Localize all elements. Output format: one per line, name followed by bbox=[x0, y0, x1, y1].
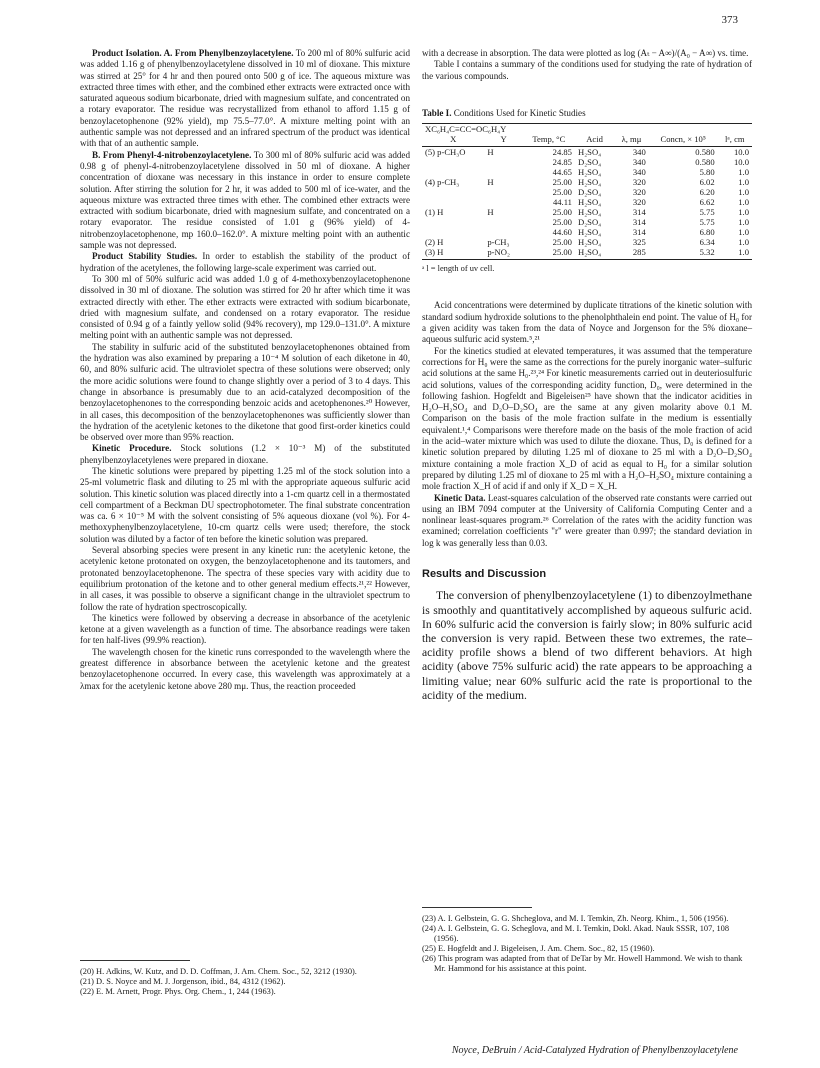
table-cell: 6.80 bbox=[699, 227, 715, 238]
reference: (25) E. Hogfeldt and J. Bigeleisen, J. Am. Chem. Soc., 82, 15 (1960). bbox=[422, 944, 655, 953]
table-cell bbox=[484, 227, 522, 237]
table-cell: 314 bbox=[632, 227, 646, 238]
run-in-heading: B. From Phenyl-4-nitrobenzoylacetylene. bbox=[92, 149, 252, 160]
table-row bbox=[422, 197, 752, 207]
table-cell: H bbox=[487, 207, 494, 218]
table-cell: 24.85 bbox=[552, 157, 572, 168]
paragraph-text: To 200 ml of 80% sulfuric acid was added 1.16 g of phenylbenzoylacetylene dissolved in 10 ml of dioxane. This mixture was stirred at 25° for 4 hr and then poured onto 500 g of ice. The aqueous mixture was extracted three times with ether, and the combined ether extracts were extracted once with saturated aqueous sodium bicarbonate, dried with magnesium sulfate, and concentrated on a rotary evaporator. The residue was recrystallized from ethanol to afford 1.15 g of benzoylacetophenone (92% yield), mp 75.5–77.0°. A mixture melting point with an authentic sample was not depressed and an infrared spectrum of the product was identical with that of an authentic sample. bbox=[80, 48, 410, 149]
table-cell: 320 bbox=[632, 177, 646, 188]
table-cell bbox=[484, 167, 522, 177]
table-cell: (2) H bbox=[425, 237, 444, 248]
paragraph bbox=[80, 251, 410, 274]
table-row bbox=[422, 207, 752, 217]
table-title: Conditions Used for Kinetic Studies bbox=[453, 107, 586, 118]
table-row bbox=[422, 177, 752, 187]
table-formula: XC₆H₄C≡CC=OC₆H₄Y bbox=[422, 124, 752, 135]
table-cell: 5.80 bbox=[699, 167, 715, 178]
table-cell: H bbox=[487, 147, 494, 158]
table-cell: p-CH₃ bbox=[487, 237, 510, 248]
table-cell: 5.32 bbox=[649, 247, 718, 260]
table-cell: 340 bbox=[632, 147, 646, 158]
table-caption bbox=[422, 108, 752, 119]
table-cell: 1.0 bbox=[738, 227, 749, 238]
table-cell: 1.0 bbox=[738, 187, 749, 198]
table-cell: 25.00 bbox=[552, 237, 572, 248]
paragraph: Several absorbing species were present in any kinetic run: the acetylenic ketone, the acetylenic ketone protonated on oxygen, the benzoylacetophenone and its tautomers, and protonated benzoylacetophenone. The spectra of these species vary with acidity due to equilibrium protonation of the ketone and to other general medium effects.²¹,²² However, in all cases, it was possible to observe a significant change in the ultraviolet spectrum to follow the rate of hydration spectroscopically. bbox=[80, 545, 410, 612]
table-cell: 44.65 bbox=[552, 167, 572, 178]
paragraph-text: Least-squares calculation of the observed rate constants were carried out using an IBM 7094 computer at the University of California Computing Center and a nonlinear least-squares program.²⁶ Correlation of the rates with the acidity function was examined; correlation coefficients "r" were greater than 0.997; the standard deviation in log k was generally less than 0.03. bbox=[422, 492, 752, 548]
footnotes-right bbox=[422, 907, 752, 974]
table-cell: H₂SO₄ bbox=[577, 147, 602, 158]
table-cell: (3) H bbox=[422, 247, 484, 260]
table-cell bbox=[422, 197, 484, 207]
table-cell: H₂SO₄ bbox=[575, 247, 614, 260]
table-cell: 325 bbox=[632, 237, 646, 248]
table-cell: D₂SO₄ bbox=[577, 187, 602, 198]
table-cell: 314 bbox=[632, 217, 646, 228]
table-cell: 340 bbox=[632, 157, 646, 168]
table-cell: 44.60 bbox=[552, 227, 572, 238]
reference: (26) This program was adapted from that of DeTar by Mr. Howell Hammond. We wish to thank Mr. Hammond for his assistance at this point. bbox=[422, 954, 743, 973]
table-cell: 24.85 bbox=[552, 147, 572, 158]
table-cell: (4) p-CH₃ bbox=[425, 177, 460, 188]
footnote-rule bbox=[422, 907, 532, 908]
run-in-heading: Kinetic Data. bbox=[434, 492, 486, 503]
paragraph bbox=[80, 443, 410, 466]
table-header: X bbox=[422, 134, 484, 147]
table-footnote: ᵃ l = length of uv cell. bbox=[422, 264, 495, 274]
paragraph-text: Stock solutions (1.2 × 10⁻³ M) of the substituted phenylbenzoylacetylenes were prepared in dioxane. bbox=[80, 443, 410, 465]
table-cell: H₂SO₄ bbox=[577, 167, 602, 178]
table-row bbox=[422, 247, 752, 260]
table-row bbox=[422, 147, 752, 158]
reference: (20) H. Adkins, W. Kutz, and D. D. Coffman, J. Am. Chem. Soc., 52, 3212 (1930). bbox=[80, 967, 357, 976]
table-cell: 25.00 bbox=[552, 177, 572, 188]
table-cell: p-NO₂ bbox=[484, 247, 522, 260]
table-cell bbox=[422, 187, 484, 197]
table-cell: 320 bbox=[632, 187, 646, 198]
run-in-heading: Product Isolation. A. From Phenylbenzoylacetylene. bbox=[92, 48, 294, 58]
paragraph: The kinetics were followed by observing a decrease in absorbance of the acetylenic ketone at a given wavelength as a function of time. The absorbance readings were taken for ten half-lives (99.9% reaction). bbox=[80, 612, 410, 646]
paragraph: Table I contains a summary of the conditions used for studying the rate of hydration of the various compounds. bbox=[422, 59, 752, 81]
table-cell bbox=[484, 197, 522, 207]
paragraph: Acid concentrations were determined by duplicate titrations of the kinetic solution with standard sodium hydroxide solutions to the phenolphthalein end point. The value of H₀ for a given acidity was taken from the data of Noyce and Jorgenson for the 5% dioxane–aqueous sulfuric acid system.⁵,²¹ bbox=[422, 300, 752, 345]
table-cell: 1.0 bbox=[738, 197, 749, 208]
section-title: Results and Discussion bbox=[422, 568, 547, 581]
running-footer: Noyce, DeBruin / Acid-Catalyzed Hydration of Phenylbenzoylacetylene bbox=[451, 1045, 738, 1056]
table-cell: 1.0 bbox=[738, 237, 749, 248]
table-row bbox=[422, 217, 752, 227]
table-cell: 5.75 bbox=[699, 217, 715, 228]
table-cell: H₂SO₄ bbox=[577, 197, 602, 208]
table-cell bbox=[484, 217, 522, 227]
table-header: Acid bbox=[575, 134, 614, 147]
table-cell: 25.00 bbox=[552, 207, 572, 218]
table-cell bbox=[422, 227, 484, 237]
table-row bbox=[422, 187, 752, 197]
table-header: Temp, °C bbox=[523, 134, 575, 147]
table-cell: 10.0 bbox=[733, 157, 749, 168]
table-row bbox=[422, 157, 752, 167]
table-cell: 0.580 bbox=[695, 147, 715, 158]
reference: (21) D. S. Noyce and M. J. Jorgenson, ibid., 84, 4312 (1962). bbox=[80, 977, 286, 986]
table-cell: 6.34 bbox=[699, 237, 715, 248]
table-cell: H₂SO₄ bbox=[577, 227, 602, 238]
table-cell: 6.20 bbox=[699, 187, 715, 198]
table-header: λ, mμ bbox=[614, 134, 649, 147]
table-cell: 285 bbox=[614, 247, 649, 260]
paragraph-text: To 300 ml of 80% sulfuric acid was added 0.98 g of phenyl-4-nitrobenzoylacetylene dissolved in 50 ml of dioxane. A higher concentration of dioxane was necessary in this instance in order to ensure complete solution. After stirring the solution for 2 hr, it was added to 500 ml of ice-water, and the aqueous mixture was extracted three times with ether. The combined ether extracts were extracted with sodium bicarbonate, dried with magnesium sulfate, and concentrated on a rotary evaporator. The residue consisted of 1.01 g (96% yield) of 4-nitrobenzoylacetophenone, mp 160.0–162.0°. A mixture melting point with an authentic sample was not depressed. bbox=[80, 149, 411, 251]
table-header: Y bbox=[484, 134, 522, 147]
table-cell: 320 bbox=[632, 197, 646, 208]
paragraph: For the kinetics studied at elevated temperatures, it was assumed that the temperature corrections for H₀ were the same as the corrections for the purely inorganic water–sulfuric acid solutions at the same H₀.²³,²⁴ For kinetic measurements carried out in deuteriosulfuric acid solutions, values of the corresponding acidity function, D₀, were determined in the following fashion. Hogfeldt and Bigeleisen²⁵ have shown that the indicator acidities in H₂O–H₂SO₄ and D₂O–D₂SO₄ are the same at any given molarity above 0.1 M. Comparison on the basis of the mole fraction sulfate in the medium is essentially equivalent.¹,⁴ Comparisons were therefore made on the basis of the mole fraction of acid in the acid–water mixture which was used to dilute the dioxane. Thus, D₀ is defined for a kinetic solution prepared by diluting 1.25 ml of dioxane to 25 ml with a D₂O–D₂SO₄ mixture containing a mole fraction X_D of acid as equal to H₀ for a similar solution prepared by diluting 1.25 ml of dioxane to 25 ml with a H₂O–H₂SO₄ mixture containing a mole fraction X_H of acid if and only if X_D = X_H. bbox=[422, 345, 752, 492]
paragraph: To 300 ml of 50% sulfuric acid was added 1.0 g of 4-methoxybenzoylacetophenone dissolved in 30 ml of dioxane. The solution was stirred for 20 hr after which time it was extracted directly with ether. The ether extracts were extracted with sodium bicarbonate, dried with magnesium sulfate, and condensed on a rotary evaporator. The residue consisted of 0.94 g of a faintly yellow solid (94% recovery), mp 129.0–131.0°. A mixture melting point with an authentic sample was not depressed. bbox=[80, 273, 410, 341]
table-header: lᵃ, cm bbox=[718, 134, 752, 147]
paragraph: The kinetic solutions were prepared by pipetting 1.25 ml of the stock solution into a 25-ml volumetric flask and diluting to 25 ml with the appropriate aqueous sulfuric acid solution. This kinetic solution was placed directly into a 1-cm quartz cell in a thermostated cell compartment of a Beckman DU spectrophotometer. The final substrate concentration was ca. 6 × 10⁻⁵ M with the solvent consisting of 5% aqueous dioxane (vol %). For 4-methoxyphenylbenzoylacetylene, 10-cm quartz cells were used; therefore, the stock solution was diluted by a factor of ten before the kinetic solution was prepared. bbox=[80, 465, 410, 544]
table-cell bbox=[484, 157, 522, 167]
table-cell bbox=[422, 157, 484, 167]
table-cell: D₂SO₄ bbox=[577, 157, 602, 168]
footnotes-left bbox=[80, 960, 410, 997]
table-header: Concn, × 10⁵ bbox=[649, 134, 718, 147]
table-row bbox=[422, 167, 752, 177]
right-column bbox=[422, 48, 752, 703]
table-row bbox=[422, 227, 752, 237]
table-cell: 44.11 bbox=[552, 197, 572, 208]
table-cell: 1.0 bbox=[738, 207, 749, 218]
table-cell: 0.580 bbox=[695, 157, 715, 168]
left-column bbox=[80, 48, 410, 692]
table-row bbox=[422, 237, 752, 247]
paragraph bbox=[422, 493, 752, 549]
table-cell: H₂SO₄ bbox=[577, 237, 602, 248]
reference: (24) A. I. Gelbstein, G. G. Scheglova, and M. I. Temkin, Dokl. Akad. Nauk SSSR, 107, 108 (1956). bbox=[422, 924, 730, 943]
table-cell bbox=[422, 167, 484, 177]
reference: (22) E. M. Arnett, Progr. Phys. Org. Chem., 1, 244 (1963). bbox=[80, 987, 276, 996]
table-cell: H₂SO₄ bbox=[577, 207, 602, 218]
table-cell: 314 bbox=[632, 207, 646, 218]
table-cell: H bbox=[487, 177, 494, 188]
kinetic-conditions-table bbox=[422, 123, 752, 260]
paragraph bbox=[80, 150, 410, 252]
table-cell: D₂SO₄ bbox=[577, 217, 602, 228]
paragraph: with a decrease in absorption. The data were plotted as log (Aₜ − A∞)/(A₀ − A∞) vs. time. bbox=[422, 48, 749, 58]
table-label: Table I. bbox=[422, 107, 452, 118]
table-cell: 10.0 bbox=[733, 147, 749, 158]
page-number: 373 bbox=[721, 14, 738, 26]
results-discussion bbox=[422, 589, 752, 703]
paragraph: The stability in sulfuric acid of the substituted benzoylacetophenones obtained from the hydration was also examined by preparing a 10⁻⁴ M solution of each diketone in 40, 60, and 80% sulfuric acid. The ultraviolet spectra of these solutions were observed; only the more acidic solutions were found to change slightly over a period of 3 to 4 days. This change in absorbance is presumably due to an acid-catalyzed decomposition of the benzoylacetophenones to the corresponding benzoic acids and acetophenones.²⁰ However, in all cases, this decomposition of the benzoylacetophenones was sufficiently slower than the hydration of the acetylenic ketones to the diketone that good first-order kinetics could be observed over more than 95% reaction. bbox=[80, 341, 410, 443]
run-in-heading: Product Stability Studies. bbox=[92, 251, 198, 262]
paragraph bbox=[80, 48, 410, 150]
table-cell bbox=[484, 187, 522, 197]
table-cell: 25.00 bbox=[552, 217, 572, 228]
table-cell: (1) H bbox=[425, 207, 444, 218]
reference: (23) A. I. Gelbstein, G. G. Shcheglova, and M. I. Temkin, Zh. Neorg. Khim., 1, 506 (1956). bbox=[422, 914, 729, 923]
table-cell: 1.0 bbox=[738, 167, 749, 178]
paragraph: The wavelength chosen for the kinetic runs corresponded to the wavelength where the greatest difference in absorbance between the acetylenic ketone and the greatest benzoylacetophenone occurred. In every case, this wavelength was approximately at a λmax for the acetylenic ketone above 280 mμ. Thus, the reaction proceeded bbox=[80, 646, 410, 691]
run-in-heading: Kinetic Procedure. bbox=[92, 443, 172, 454]
table-cell: 25.00 bbox=[523, 247, 575, 260]
table-cell: 25.00 bbox=[552, 187, 572, 198]
table-cell: 1.0 bbox=[738, 177, 749, 188]
paragraph-text: In order to establish the stability of the product of hydration of the acetylenes, the following large-scale experiment was carried out. bbox=[80, 251, 410, 273]
table-cell: 6.62 bbox=[699, 197, 715, 208]
table-body bbox=[422, 147, 752, 260]
table-cell: 6.02 bbox=[699, 177, 715, 188]
table-cell: 5.75 bbox=[699, 207, 715, 218]
table-cell: 1.0 bbox=[738, 217, 749, 228]
footnote-rule bbox=[80, 960, 190, 961]
table-cell bbox=[422, 217, 484, 227]
table-cell: 340 bbox=[632, 167, 646, 178]
table-cell: 1.0 bbox=[718, 247, 752, 260]
table-cell: (5) p-CH₃O bbox=[425, 147, 466, 158]
paragraph: The conversion of phenylbenzoylacetylene (1) to dibenzoylmethane is smoothly and quantitatively accomplished by aqueous sulfuric acid. In 60% sulfuric acid the conversion is fairly slow; in 80% sulfuric acid the conversion is very rapid. Between these two extremes, the rate–acidity profile shows a blend of two different behaviors. At high acidity (above 75% sulfuric acid) the rate appears to be approaching a limiting value; near 60% sulfuric acid the rate is proportional to the acidity of the medium. bbox=[422, 589, 752, 702]
table-cell: H₂SO₄ bbox=[577, 177, 602, 188]
